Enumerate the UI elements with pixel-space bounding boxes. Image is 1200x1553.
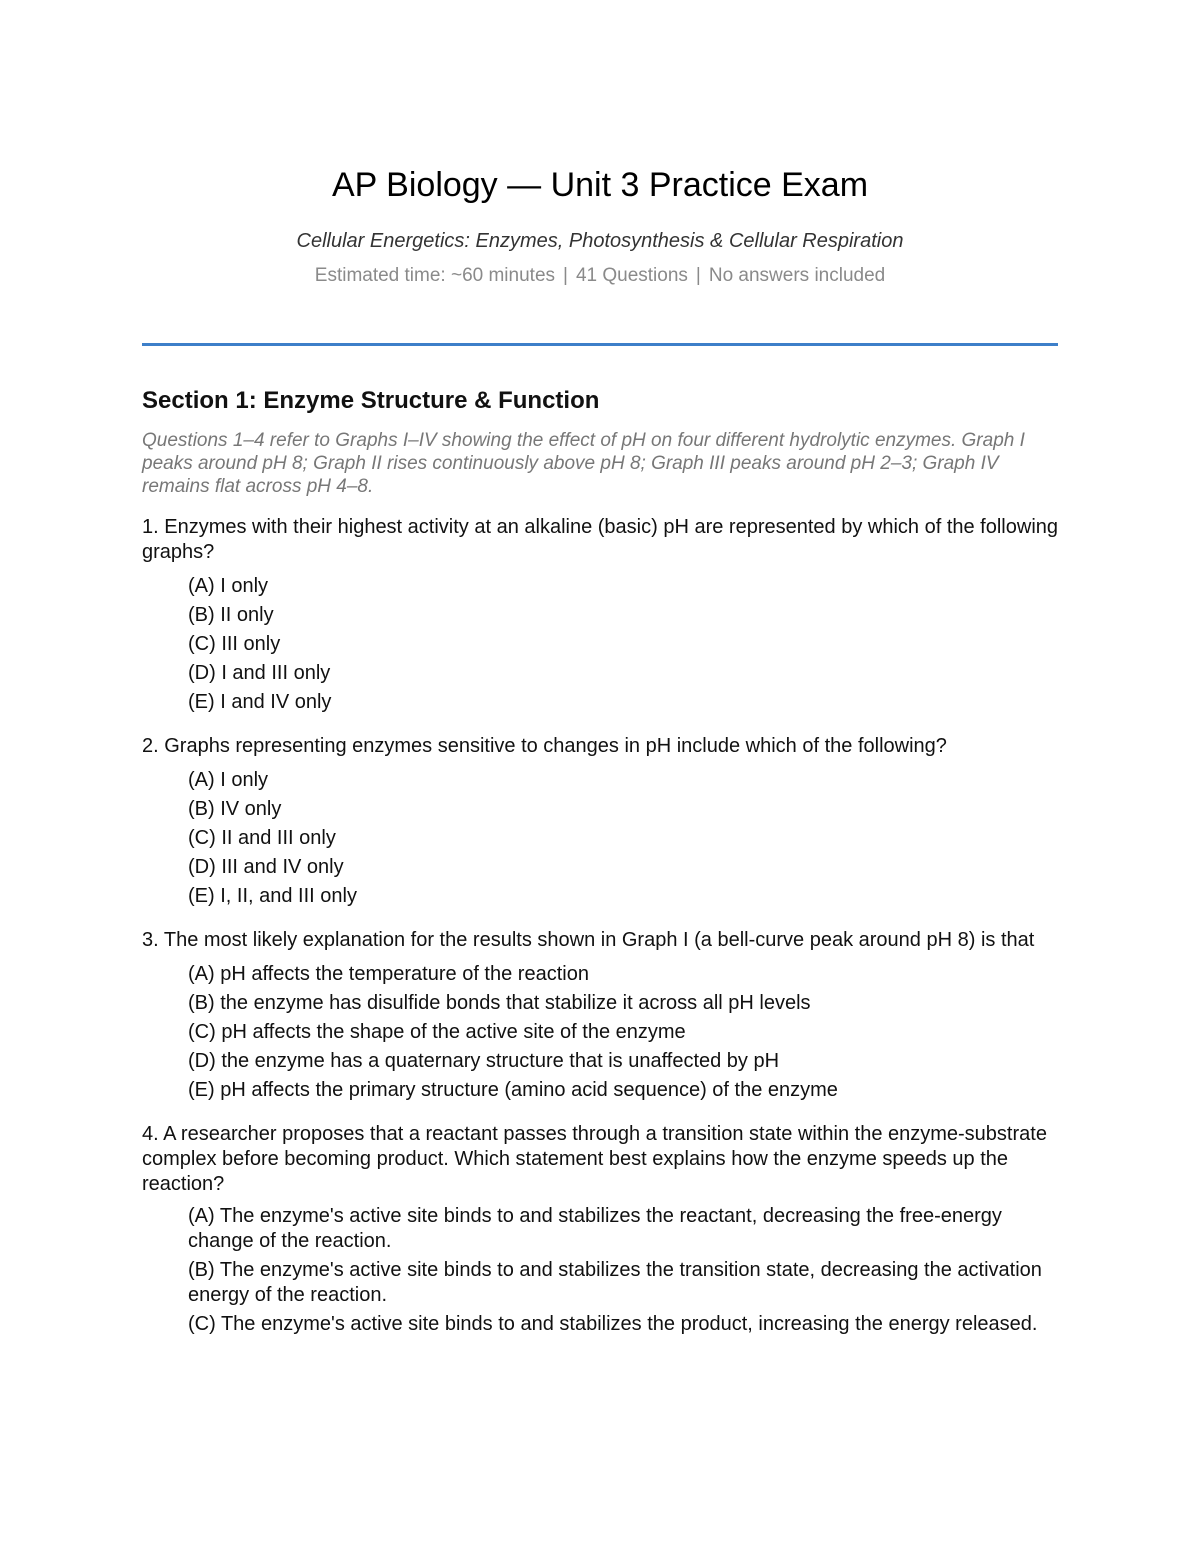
section-intro: Questions 1–4 refer to Graphs I–IV showing the effect of pH on four different hydrolytic enzymes. Graph I peaks around pH 8; Graph II rises continuously above pH 8; Graph III peaks around pH 2–3; Graph IV remains flat across pH 4–8. xyxy=(142,430,1025,497)
exam-content xyxy=(142,386,1058,1341)
answer-choice: (A) pH affects the temperature of the reaction xyxy=(188,963,589,985)
meta-time: Estimated time: ~60 minutes xyxy=(314,265,556,286)
answer-choice: (C) pH affects the shape of the active site of the enzyme xyxy=(188,1021,686,1043)
answer-choices xyxy=(142,1204,1058,1337)
meta-question-count: 41 Questions xyxy=(575,265,688,286)
answer-choice: (A) I only xyxy=(188,575,269,597)
section-title: Section 1: Enzyme Structure & Function xyxy=(142,387,600,414)
question-text: 2. Graphs representing enzymes sensitive to changes in pH include which of the following? xyxy=(142,735,947,757)
answer-choices xyxy=(142,766,1058,911)
answer-choice: (B) II only xyxy=(188,604,274,626)
answer-choice: (C) The enzyme's active site binds to and stabilizes the product, increasing the energy released. xyxy=(188,1313,1038,1335)
meta-separator: | xyxy=(563,265,568,286)
answer-choice: (D) III and IV only xyxy=(188,856,344,878)
answer-choice: (A) I only xyxy=(188,769,269,791)
answer-choice: (D) the enzyme has a quaternary structure that is unaffected by pH xyxy=(188,1050,780,1072)
answer-choices xyxy=(142,572,1058,717)
question-4 xyxy=(142,1122,1058,1337)
question-2 xyxy=(142,734,1058,911)
answer-choice: (B) the enzyme has disulfide bonds that stabilize it across all pH levels xyxy=(188,992,811,1014)
answer-choice: (C) III only xyxy=(188,633,281,655)
page-subtitle: Cellular Energetics: Enzymes, Photosynthesis & Cellular Respiration xyxy=(296,230,904,252)
exam-meta xyxy=(142,263,1058,289)
question-text: 4. A researcher proposes that a reactant passes through a transition state within the enzyme-substrate complex before becoming product. Which statement best explains how the enzyme speeds up the reaction? xyxy=(142,1123,1047,1195)
question-1 xyxy=(142,515,1058,717)
answer-choice: (E) I and IV only xyxy=(188,691,332,713)
question-text: 1. Enzymes with their highest activity at an alkaline (basic) pH are represented by which of the following graphs? xyxy=(142,516,1059,563)
exam-header xyxy=(142,164,1058,289)
answer-choice: (E) pH affects the primary structure (amino acid sequence) of the enzyme xyxy=(188,1079,838,1101)
answer-choices xyxy=(142,960,1058,1105)
header-divider xyxy=(142,343,1058,346)
page-title: AP Biology — Unit 3 Practice Exam xyxy=(331,166,869,204)
answer-choice: (B) The enzyme's active site binds to and stabilizes the transition state, decreasing the activation energy of the reaction. xyxy=(188,1259,1042,1306)
answer-choice: (B) IV only xyxy=(188,798,282,820)
question-text: 3. The most likely explanation for the results shown in Graph I (a bell-curve peak around pH 8) is that xyxy=(142,929,1035,951)
answer-choice: (C) II and III only xyxy=(188,827,336,849)
answer-choice: (A) The enzyme's active site binds to and stabilizes the reactant, decreasing the free-energy change of the reaction. xyxy=(188,1205,1002,1252)
answer-choice: (E) I, II, and III only xyxy=(188,885,357,907)
meta-separator: | xyxy=(695,265,701,286)
answer-choice: (D) I and III only xyxy=(188,662,331,684)
question-3 xyxy=(142,928,1058,1105)
meta-note: No answers included xyxy=(708,265,886,286)
